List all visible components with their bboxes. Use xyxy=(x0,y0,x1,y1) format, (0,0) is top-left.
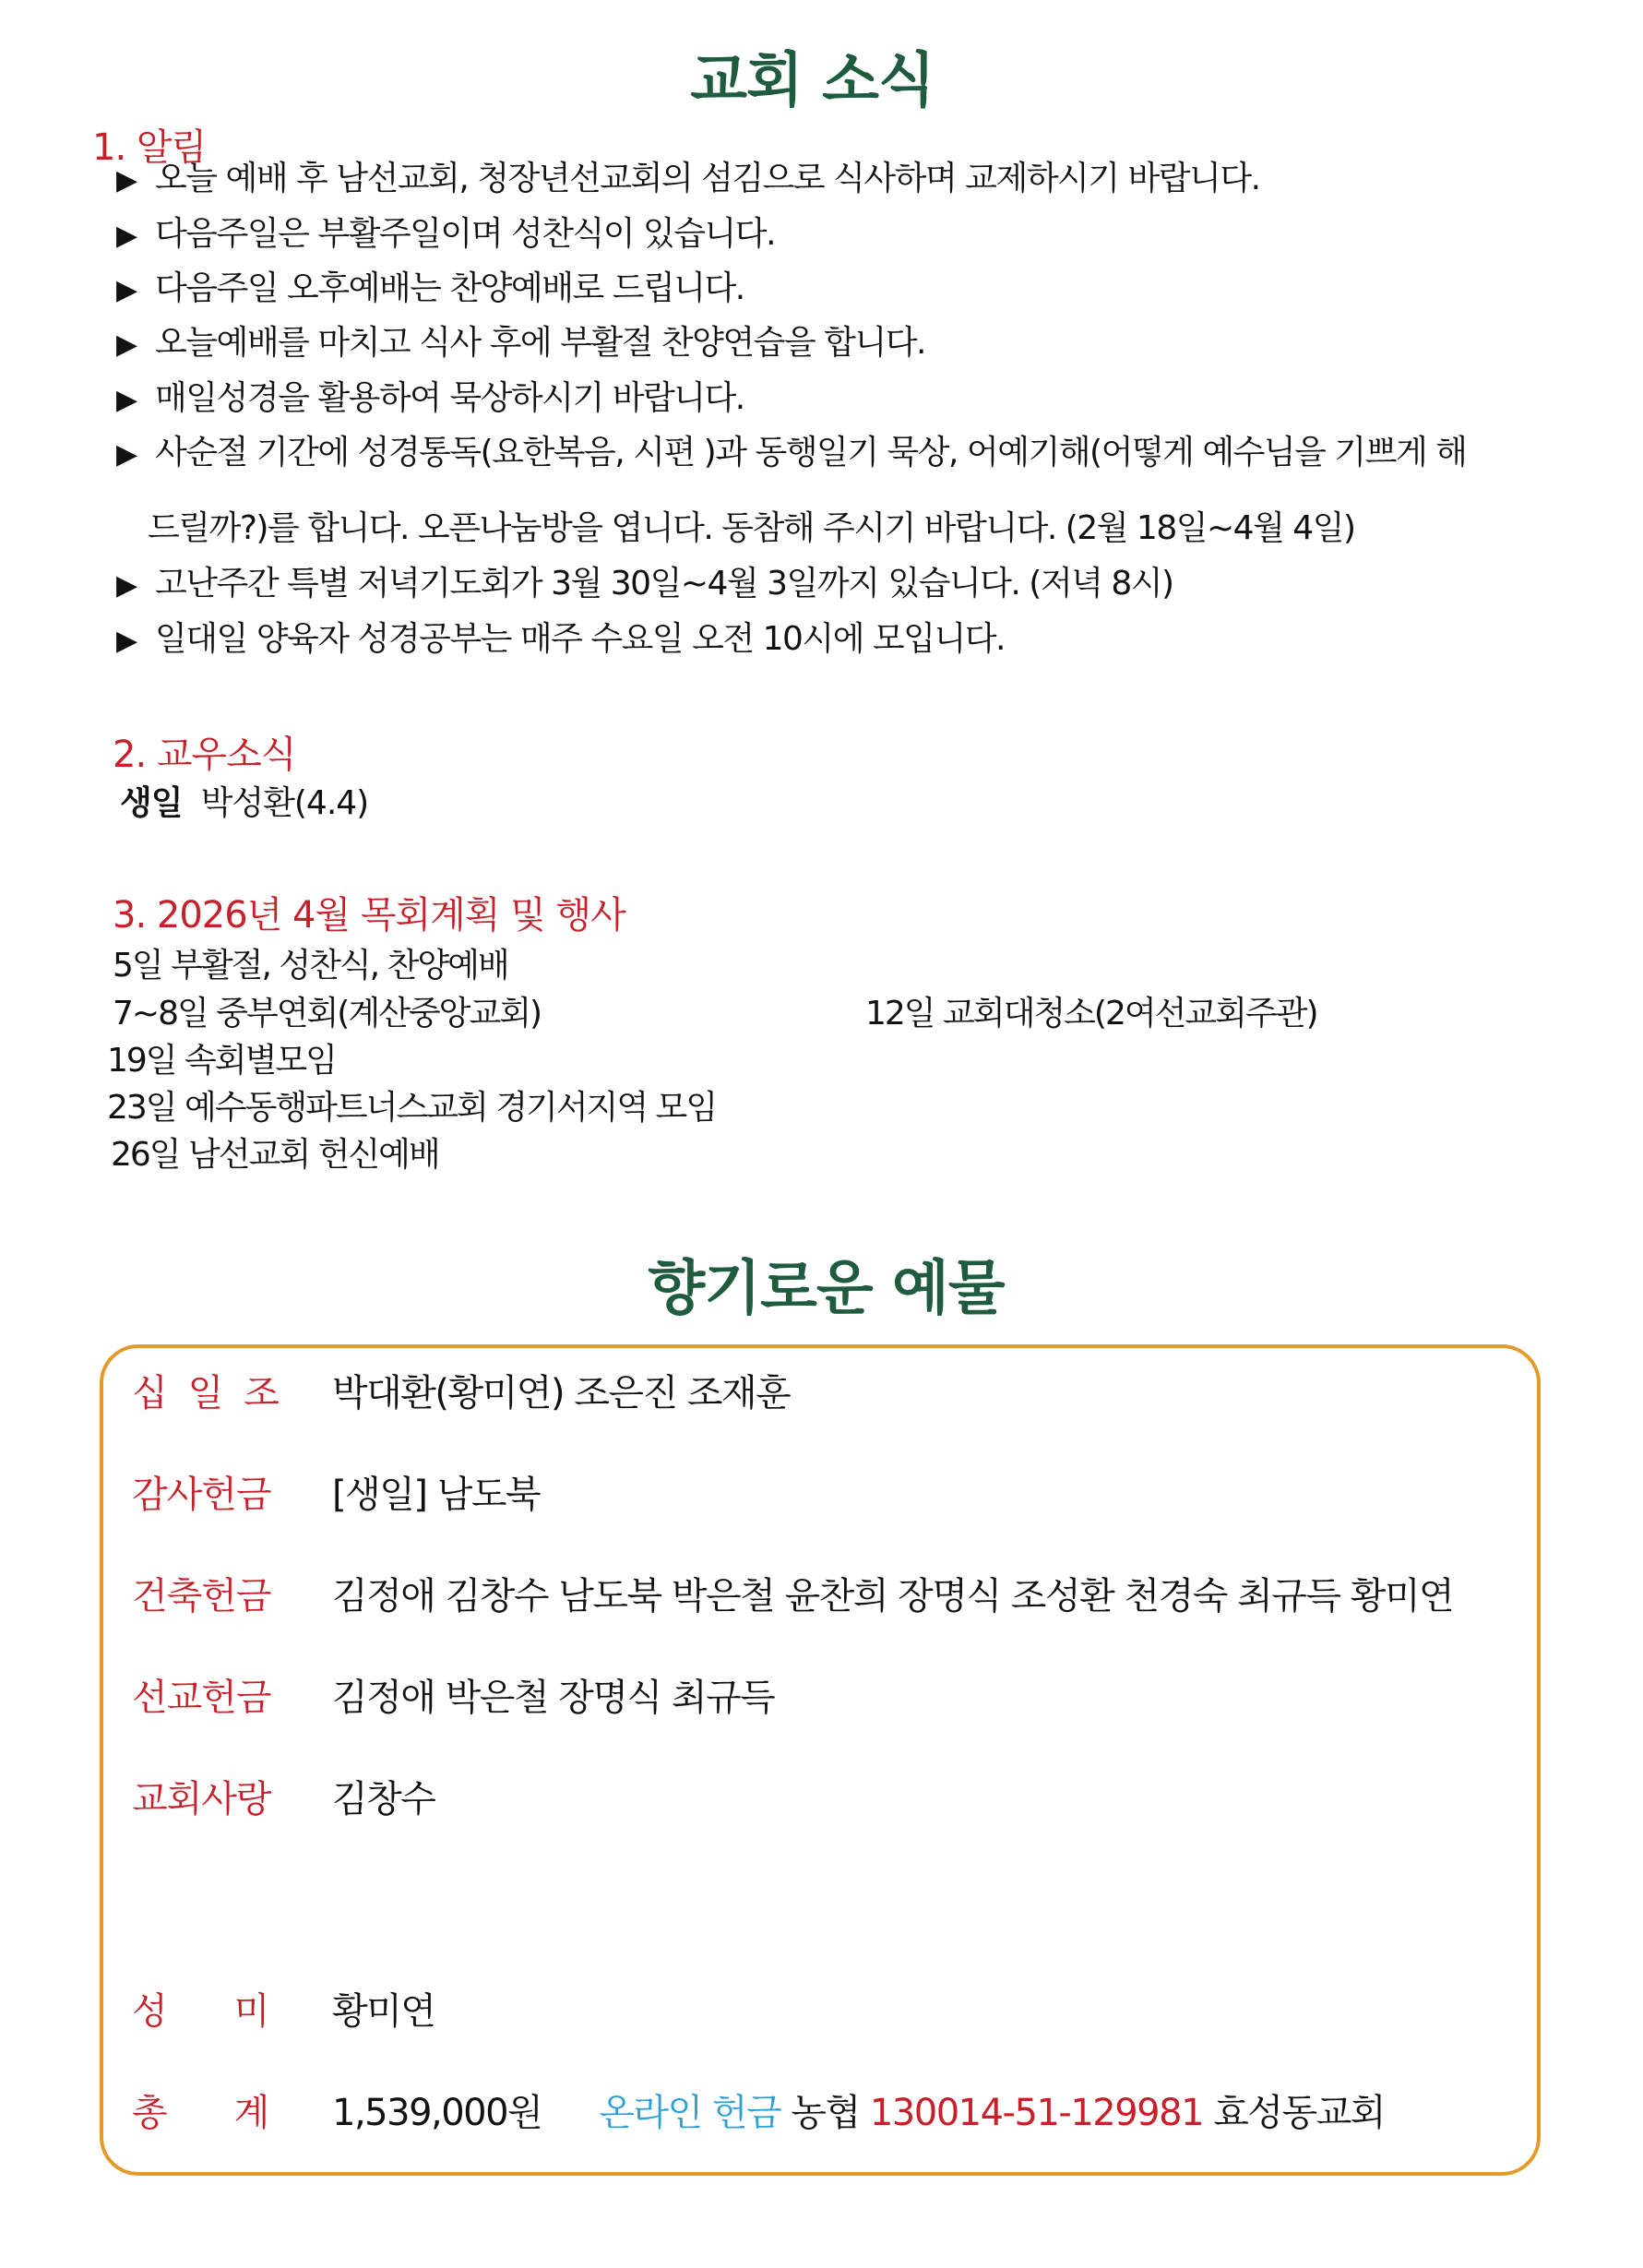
notice-item: ▶ 오늘예배를 마치고 식사 후에 부활절 찬양연습을 합니다. xyxy=(116,316,925,373)
offering-value: 김창수 xyxy=(332,1778,435,1820)
birthday-value: 박성환(4.4) xyxy=(200,784,369,822)
notice-item: ▶ 매일성경을 활용하여 묵상하시기 바랍니다. xyxy=(116,371,744,428)
offering-value: 박대환(황미연) 조은진 조재훈 xyxy=(332,1372,791,1415)
triangle-bullet-icon: ▶ xyxy=(116,384,137,416)
triangle-bullet-icon: ▶ xyxy=(116,328,137,361)
notice-item: ▶ 일대일 양육자 성경공부는 매주 수요일 오전 10시에 모입니다. xyxy=(116,612,1005,669)
birthday-label: 생일 xyxy=(120,784,183,822)
notice-item: ▶ 다음주일은 부활주일이며 성찬식이 있습니다. xyxy=(116,207,775,264)
offering-label: 교회사랑 xyxy=(132,1778,271,1820)
total-value xyxy=(332,2083,1385,2136)
offering-label: 건축헌금 xyxy=(132,1575,271,1617)
notice-item: ▶ 고난주간 특별 저녁기도회가 3월 30일~4월 3일까지 있습니다. (저녁 8시) xyxy=(116,556,1173,614)
offering-value: 김정애 김창수 남도북 박은철 윤찬희 장명식 조성환 천경숙 최규득 황미연 xyxy=(332,1575,1454,1617)
notice-item: ▶ 오늘 예배 후 남선교회, 청장년선교회의 섬김으로 식사하며 교제하시기 바랍니다. xyxy=(116,151,1260,209)
triangle-bullet-icon: ▶ xyxy=(116,625,137,657)
total-amount: 1,539,000원 xyxy=(332,2092,542,2134)
event-item: 19일 속회별모임 xyxy=(107,1042,336,1080)
offering-label: 선교헌금 xyxy=(132,1677,271,1719)
triangle-bullet-icon: ▶ xyxy=(116,164,137,197)
event-item: 12일 교회대청소(2여선교회주관) xyxy=(865,995,1317,1033)
notice-heading: 1. 알림 xyxy=(92,126,207,169)
notice-item: ▶ 사순절 기간에 성경통독(요한복음, 시편 )과 동행일기 묵상, 어예기해(어떻게 예수님을 기쁘게 해 xyxy=(116,425,1466,483)
event-item: 5일 부활절, 성찬식, 찬양예배 xyxy=(113,947,508,985)
offering-label: 성미 xyxy=(132,1990,337,2033)
notice-item-continuation: 드릴까?)를 합니다. 오픈나눔방을 엽니다. 동참해 주시기 바랍니다. (2월 18일~4월 4일) xyxy=(148,509,1355,547)
event-item: 26일 남선교회 헌신예배 xyxy=(111,1136,439,1174)
schedule-heading: 3. 2026년 4월 목회계획 및 행사 xyxy=(113,894,625,937)
triangle-bullet-icon: ▶ xyxy=(116,220,137,252)
triangle-bullet-icon: ▶ xyxy=(116,569,137,602)
account-holder: 효성동교회 xyxy=(1213,2092,1385,2134)
offering-value: 김정애 박은철 장명식 최규득 xyxy=(332,1677,775,1719)
event-item: 7~8일 중부연회(계산중앙교회) xyxy=(113,995,542,1033)
triangle-bullet-icon: ▶ xyxy=(116,274,137,306)
offering-title: 향기로운 예물 xyxy=(648,1255,1005,1323)
member-news-heading: 2. 교우소식 xyxy=(113,734,296,776)
birthday-line xyxy=(120,777,368,824)
total-label: 총계 xyxy=(132,2092,337,2134)
offering-value: 황미연 xyxy=(332,1990,435,2033)
offering-label: 십일조 xyxy=(132,1372,300,1415)
event-item: 23일 예수동행파트너스교회 경기서지역 모임 xyxy=(107,1089,717,1127)
offering-label: 감사헌금 xyxy=(132,1474,271,1516)
account-number: 130014-51-129981 xyxy=(869,2092,1204,2134)
triangle-bullet-icon: ▶ xyxy=(116,438,137,471)
offering-value: [생일] 남도북 xyxy=(332,1474,541,1516)
notice-item: ▶ 다음주일 오후예배는 찬양예배로 드립니다. xyxy=(116,261,744,318)
news-title: 교회 소식 xyxy=(690,47,935,115)
bank-name: 농협 xyxy=(791,2092,860,2134)
offering-box xyxy=(100,1344,1541,2176)
online-offering-label: 온라인 헌금 xyxy=(599,2092,781,2134)
